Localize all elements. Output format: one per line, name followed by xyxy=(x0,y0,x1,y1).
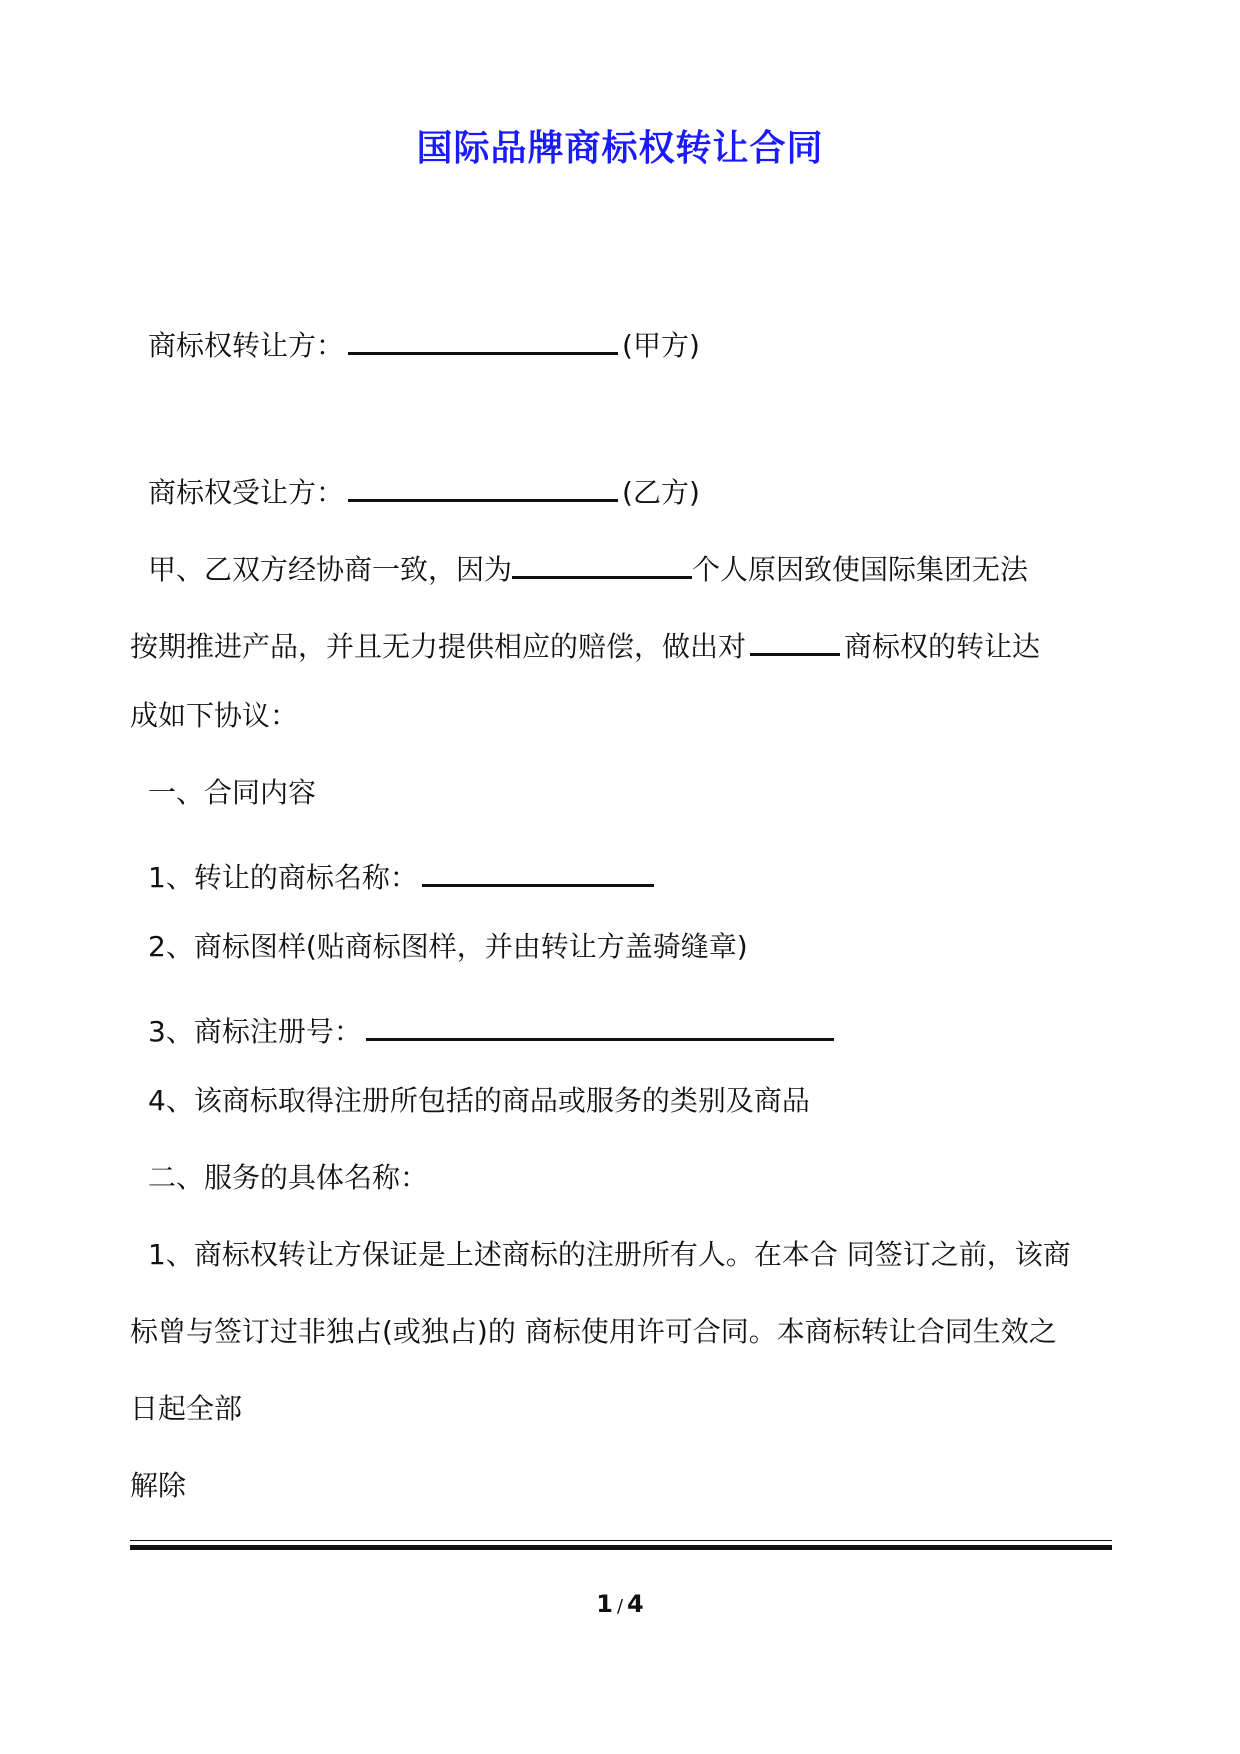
section-2-heading: 二、服务的具体名称： xyxy=(148,1161,429,1194)
clause-1-line-4: 解除 xyxy=(130,1469,187,1502)
item-3-label: 3、商标注册号： xyxy=(148,1015,362,1048)
page-separator: / xyxy=(616,1596,624,1617)
section-1-heading: 一、合同内容 xyxy=(148,776,317,809)
reason-blank xyxy=(512,542,692,579)
item-1-line xyxy=(148,850,658,898)
intro-line-1 xyxy=(148,542,1028,590)
footer-divider-thick xyxy=(130,1545,1112,1550)
intro-text-4: 商标权的转让达 xyxy=(844,630,1041,663)
transferee-label: 商标权受让方： xyxy=(148,476,345,509)
item-1-label: 1、转让的商标名称： xyxy=(148,861,418,894)
intro-line-3: 成如下协议： xyxy=(130,699,299,732)
transferor-suffix: (甲方) xyxy=(622,329,700,362)
footer-divider-thin xyxy=(130,1540,1112,1541)
intro-text-2: 个人原因致使国际集团无法 xyxy=(692,553,1029,586)
trademark-name-blank xyxy=(422,850,654,887)
registration-number-blank xyxy=(366,1004,834,1041)
transferee-suffix: (乙方) xyxy=(622,476,700,509)
transferor-label: 商标权转让方： xyxy=(148,329,345,362)
item-2-line: 2、商标图样(贴商标图样，并由转让方盖骑缝章) xyxy=(148,930,748,963)
clause-1-line-1: 1、商标权转让方保证是上述商标的注册所有人。在本合 同签订之前，该商 xyxy=(148,1238,1071,1271)
intro-text-3: 按期推进产品，并且无力提供相应的赔偿，做出对 xyxy=(130,630,747,663)
transferee-line xyxy=(148,465,700,513)
document-title: 国际品牌商标权转让合同 xyxy=(416,128,824,169)
current-page: 1 xyxy=(596,1590,613,1618)
intro-line-2 xyxy=(130,619,1040,667)
transferee-blank xyxy=(348,465,618,502)
item-4-line: 4、该商标取得注册所包括的商品或服务的类别及商品 xyxy=(148,1084,810,1117)
clause-1-line-2: 标曾与签订过非独占(或独占)的 商标使用许可合同。本商标转让合同生效之 xyxy=(130,1315,1057,1348)
page-number xyxy=(0,1590,1240,1618)
transferor-blank xyxy=(348,318,618,355)
intro-text-1: 甲、乙双方经协商一致，因为 xyxy=(148,553,513,586)
item-3-line xyxy=(148,1004,838,1052)
clause-1-line-3: 日起全部 xyxy=(130,1392,243,1425)
trademark-blank xyxy=(750,619,840,656)
transferor-line xyxy=(148,318,700,366)
total-pages: 4 xyxy=(627,1590,644,1618)
